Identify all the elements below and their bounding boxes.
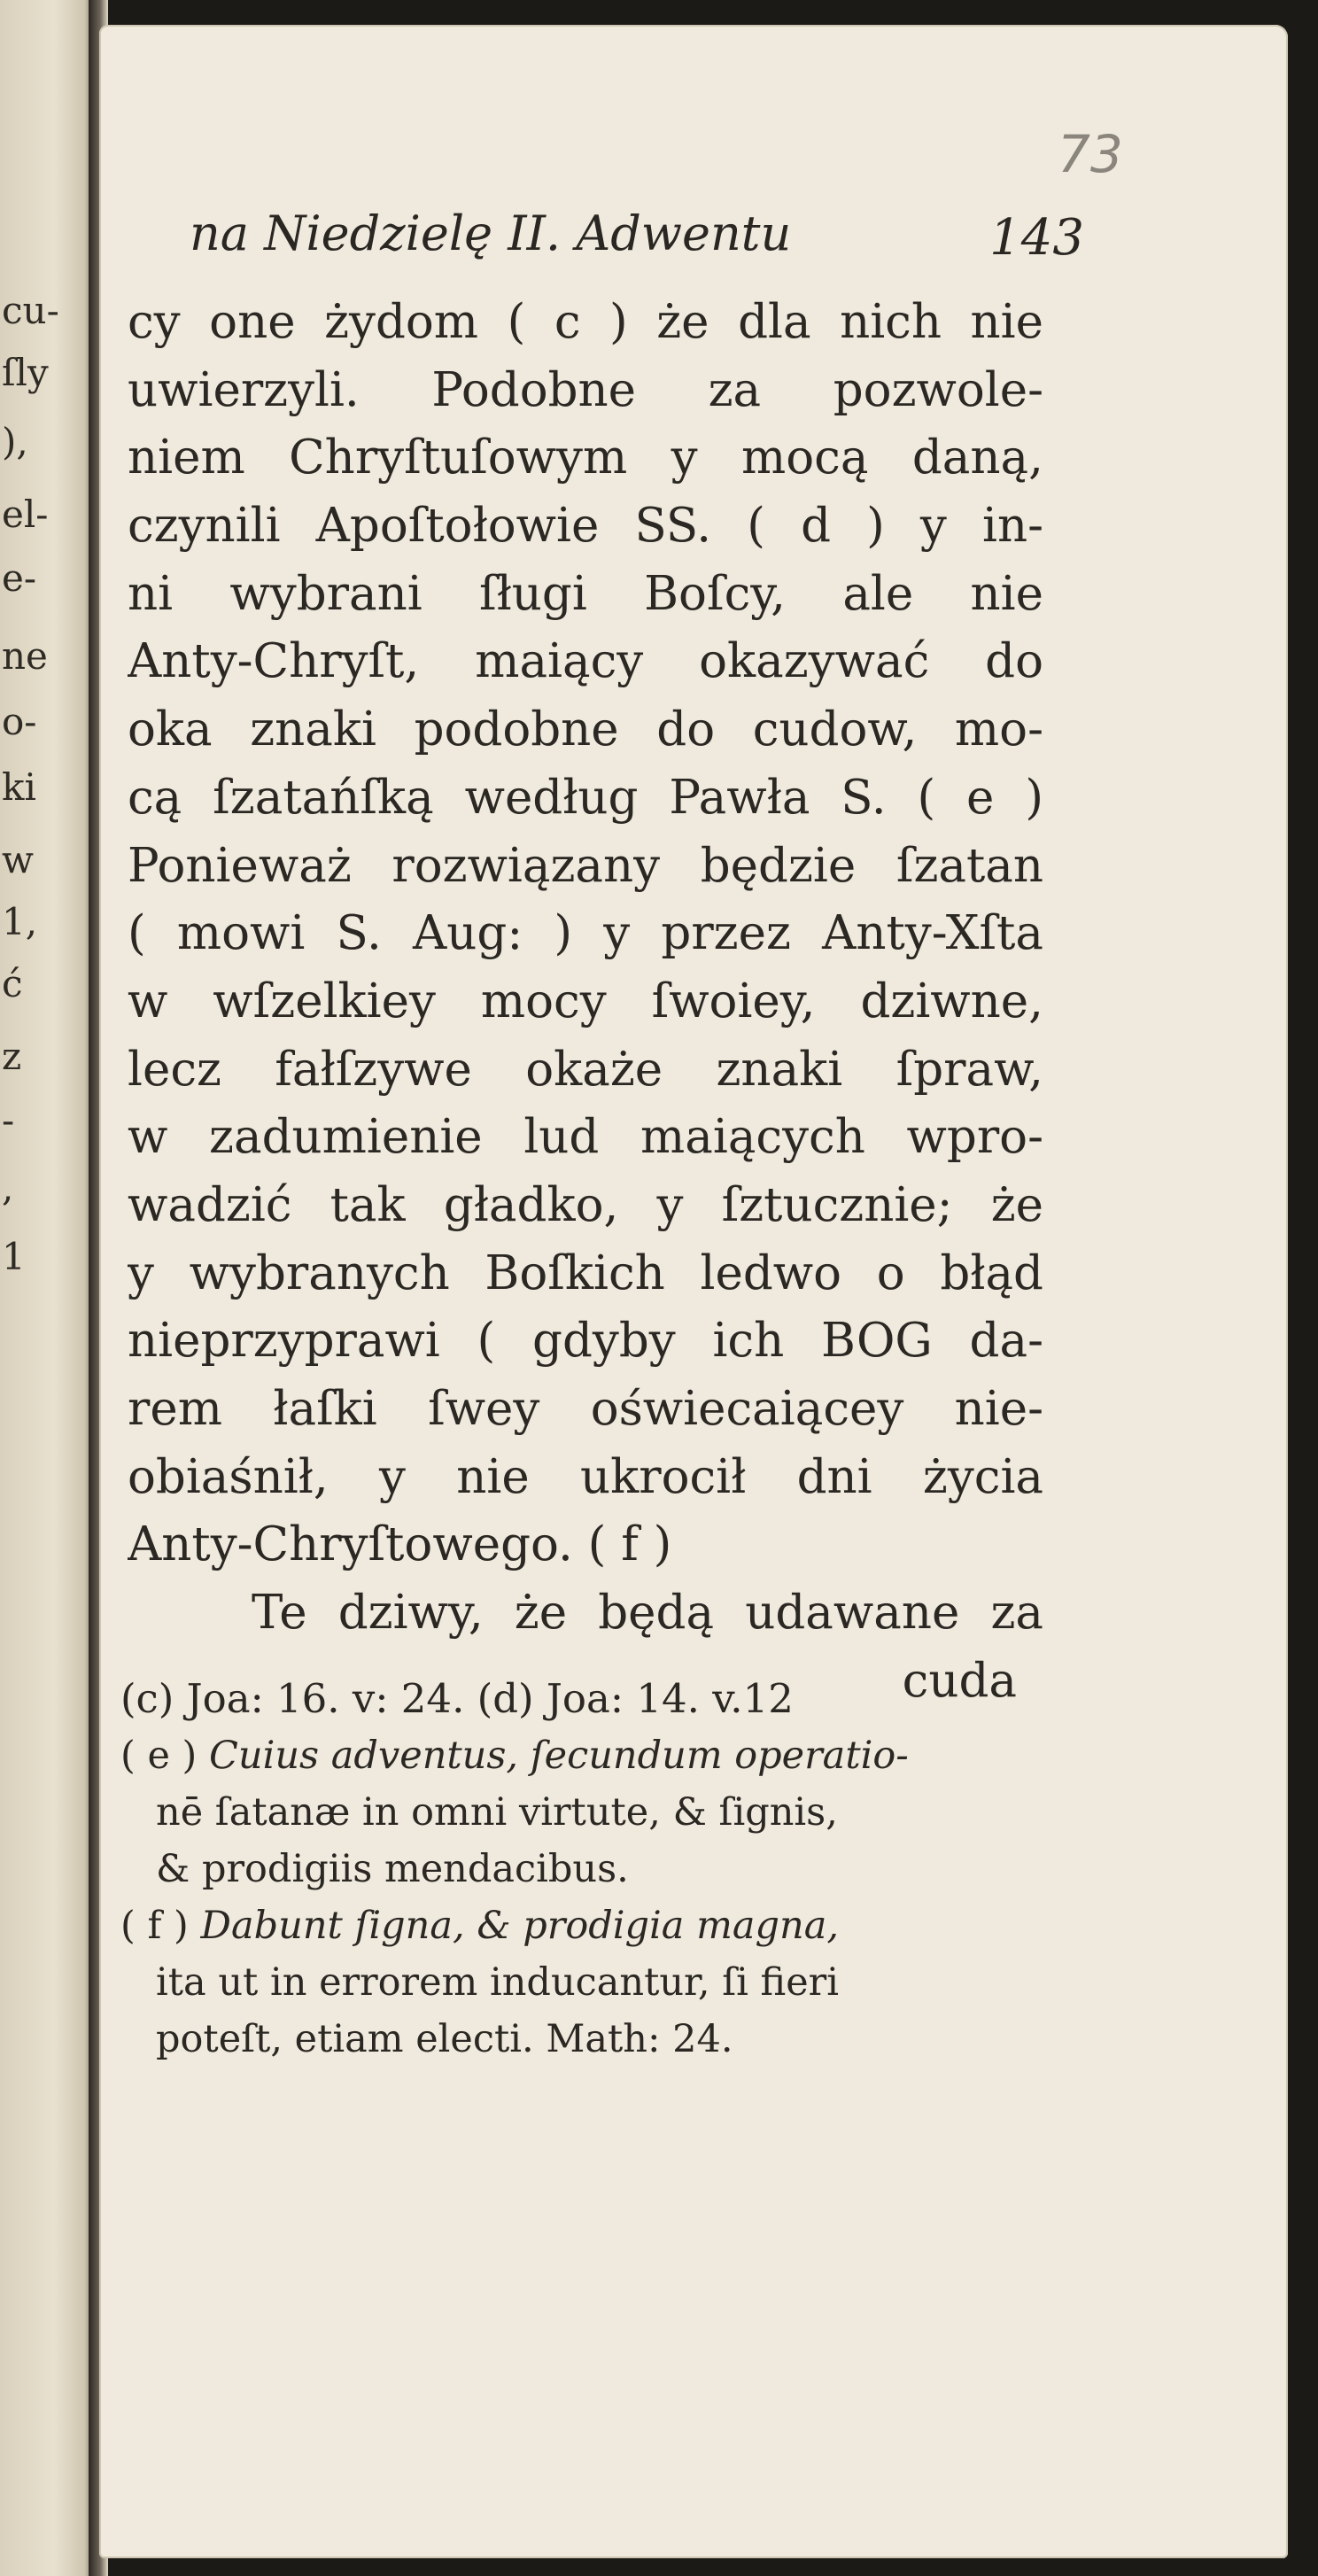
text-line: rem łaſki ſwey oświecaiącey nie-	[128, 1382, 1043, 1436]
facing-page-fragment: el-	[2, 493, 49, 536]
footnote-text: Dabunt ſigna, & prodigia magna,	[200, 1904, 840, 1948]
footnote-c-d: (c) Joa: 16. v: 24. (d) Joa: 14. v.12	[120, 1675, 794, 1722]
text-line: nieprzyprawi ( gdyby ich BOG da-	[128, 1314, 1043, 1369]
catchword: cuda	[902, 1653, 1017, 1708]
facing-page-fragment: o-	[2, 700, 37, 743]
text-line: oka znaki podobne do cudow, mo-	[128, 702, 1043, 757]
text-line: wadzić tak gładko, y ſztucznie; że	[128, 1177, 1043, 1232]
text-line: Anty-Chryſt, maiący okazywać do	[128, 634, 1043, 689]
footnote-e	[120, 1727, 1052, 1784]
facing-page-fragment: -	[2, 1098, 15, 1142]
footnote-text: Cuius adventus, ſecundum operatio-	[209, 1734, 909, 1778]
text-line: ni wybrani ſługi Boſcy, ale nie	[128, 566, 1043, 621]
text-line: cą ſzatańſką według Pawła S. ( e )	[128, 770, 1043, 825]
text-line: y wybranych Boſkich ledwo o błąd	[128, 1245, 1043, 1300]
text-line: cy one żydom ( c ) że dla nich nie	[128, 295, 1043, 349]
footnote-text: ita ut in errorem inducantur, ſi fieri	[156, 1960, 839, 2005]
facing-page-fragment: ne	[2, 634, 48, 678]
footnote-marker: ( e )	[120, 1734, 198, 1778]
text-line: niem Chryſtuſowym y mocą daną,	[128, 431, 1043, 485]
facing-page-fragment: z	[2, 1035, 22, 1078]
facing-page-fragment: ),	[2, 420, 28, 463]
footnote-text: & prodigiis mendacibus.	[156, 1847, 629, 1891]
facing-page-fragment: w	[2, 838, 34, 881]
facing-page-fragment: 1	[2, 1235, 26, 1278]
footnote-marker: ( f )	[120, 1904, 189, 1948]
footnote-text: poteſt, etiam electi. Math: 24.	[156, 2017, 733, 2061]
facing-page-fragment: cu-	[2, 289, 59, 332]
facing-page-fragment: ki	[2, 765, 36, 809]
pencil-page-number: 73	[1058, 124, 1123, 184]
text-line: w zadumienie lud maiących wpro-	[128, 1110, 1043, 1165]
text-line: lecz fałſzywe okaże znaki ſpraw,	[128, 1042, 1043, 1097]
text-line: Te dziwy, że będą udawane za	[252, 1586, 1043, 1641]
body-text	[128, 289, 1043, 1715]
facing-page-fragment: ć	[2, 962, 23, 1005]
folio: 143	[989, 209, 1084, 267]
facing-page-fragment: e-	[2, 556, 37, 600]
text-line: ( mowi S. Aug: ) y przez Anty-Xſta	[128, 906, 1043, 961]
text-line: w wſzelkiey mocy ſwoiey, dziwne,	[128, 974, 1043, 1028]
facing-page-fragment: ſly	[2, 351, 49, 394]
running-head	[190, 206, 1084, 276]
running-title: na Niedzielę II. Adwentu	[190, 206, 792, 261]
text-line: Ponieważ rozwiązany będzie ſzatan	[128, 838, 1043, 893]
facing-page-fragment: ,	[2, 1166, 14, 1209]
facing-page-fragment: 1,	[2, 900, 38, 943]
text-line: obiaśnił, y nie ukrocił dni życia	[128, 1449, 1043, 1504]
text-line: czynili Apoſtołowie SS. ( d ) y in-	[128, 499, 1043, 554]
footnote-text: nē ſatanæ in omni virtute, & ſignis,	[156, 1790, 838, 1835]
facing-page-edge	[0, 0, 99, 2576]
text-line: Anty-Chryſtowego. ( f )	[128, 1517, 672, 1572]
text-line: uwierzyli. Podobne za pozwole-	[128, 362, 1043, 417]
footnotes	[120, 1671, 1052, 2068]
footnote-f	[120, 1897, 1052, 1954]
